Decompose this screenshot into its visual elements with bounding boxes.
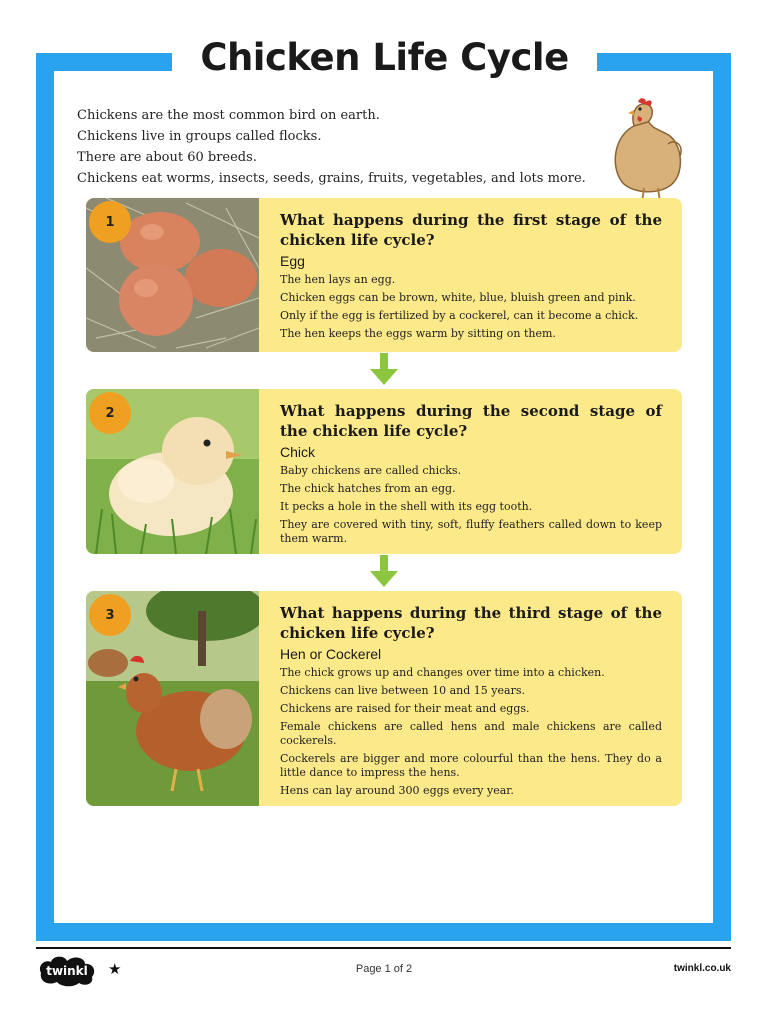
- intro-text: [77, 105, 617, 189]
- stage-name: Chick: [280, 444, 316, 460]
- stage-name: Egg: [280, 253, 305, 269]
- stage-question: What happens during the first stage of the chicken life cycle?: [280, 211, 662, 249]
- stage-fact: It pecks a hole in the shell with its egg tooth.: [280, 500, 533, 513]
- stage-fact: Only if the egg is fertilized by a cockerel, can it become a chick.: [280, 309, 639, 322]
- twinkl-logo: [37, 953, 97, 987]
- intro-line: There are about 60 breeds.: [77, 150, 257, 165]
- page-number: Page 1 of 2: [355, 963, 413, 975]
- intro-line: Chickens eat worms, insects, seeds, grains, fruits, vegetables, and lots more.: [77, 171, 586, 186]
- stage-card-3: [86, 591, 682, 806]
- stage-fact: The chick hatches from an egg.: [280, 482, 456, 495]
- stage-question: What happens during the third stage of the chicken life cycle?: [280, 604, 662, 642]
- arrow-down-icon: [369, 353, 399, 385]
- stage-fact: They are covered with tiny, soft, fluffy feathers called down to keep them warm.: [280, 518, 662, 545]
- stage-number-badge: 1: [89, 201, 131, 243]
- stage-text: [280, 210, 662, 345]
- hen-illustration: [604, 96, 690, 212]
- stage-card-2: [86, 389, 682, 554]
- logo-wordmark: twinkl: [46, 964, 88, 978]
- stage-number-badge: 2: [89, 392, 131, 434]
- stage-fact: The hen lays an egg.: [280, 273, 396, 286]
- stage-fact: Cockerels are bigger and more colourful than the hens. They do a little dance to impress the hens.: [280, 752, 662, 779]
- intro-line: Chickens are the most common bird on earth.: [77, 108, 380, 123]
- stage-number-badge: 3: [89, 594, 131, 636]
- stage-fact: Chickens can live between 10 and 15 years.: [280, 684, 525, 697]
- stage-name: Hen or Cockerel: [280, 646, 382, 662]
- stage-fact: Chickens are raised for their meat and eggs.: [280, 702, 530, 715]
- site-url: twinkl.co.uk: [673, 963, 731, 974]
- intro-line: Chickens live in groups called flocks.: [77, 129, 322, 144]
- stage-question: What happens during the second stage of the chicken life cycle?: [280, 402, 662, 440]
- stage-fact: The chick grows up and changes over time into a chicken.: [280, 666, 605, 679]
- stage-fact: Female chickens are called hens and male chickens are called cockerels.: [280, 720, 662, 747]
- page-title: Chicken Life Cycle: [200, 36, 569, 79]
- stage-text: [280, 603, 662, 802]
- stage-fact: Chicken eggs can be brown, white, blue, bluish green and pink.: [280, 291, 636, 304]
- star-icon: ★: [108, 960, 122, 978]
- stage-text: [280, 401, 662, 550]
- stage-fact: Hens can lay around 300 eggs every year.: [280, 784, 514, 797]
- stage-fact: The hen keeps the eggs warm by sitting on them.: [280, 327, 556, 340]
- stage-card-1: [86, 198, 682, 352]
- footer-divider: [36, 947, 731, 949]
- stage-fact: Baby chickens are called chicks.: [280, 464, 462, 477]
- arrow-down-icon: [369, 555, 399, 587]
